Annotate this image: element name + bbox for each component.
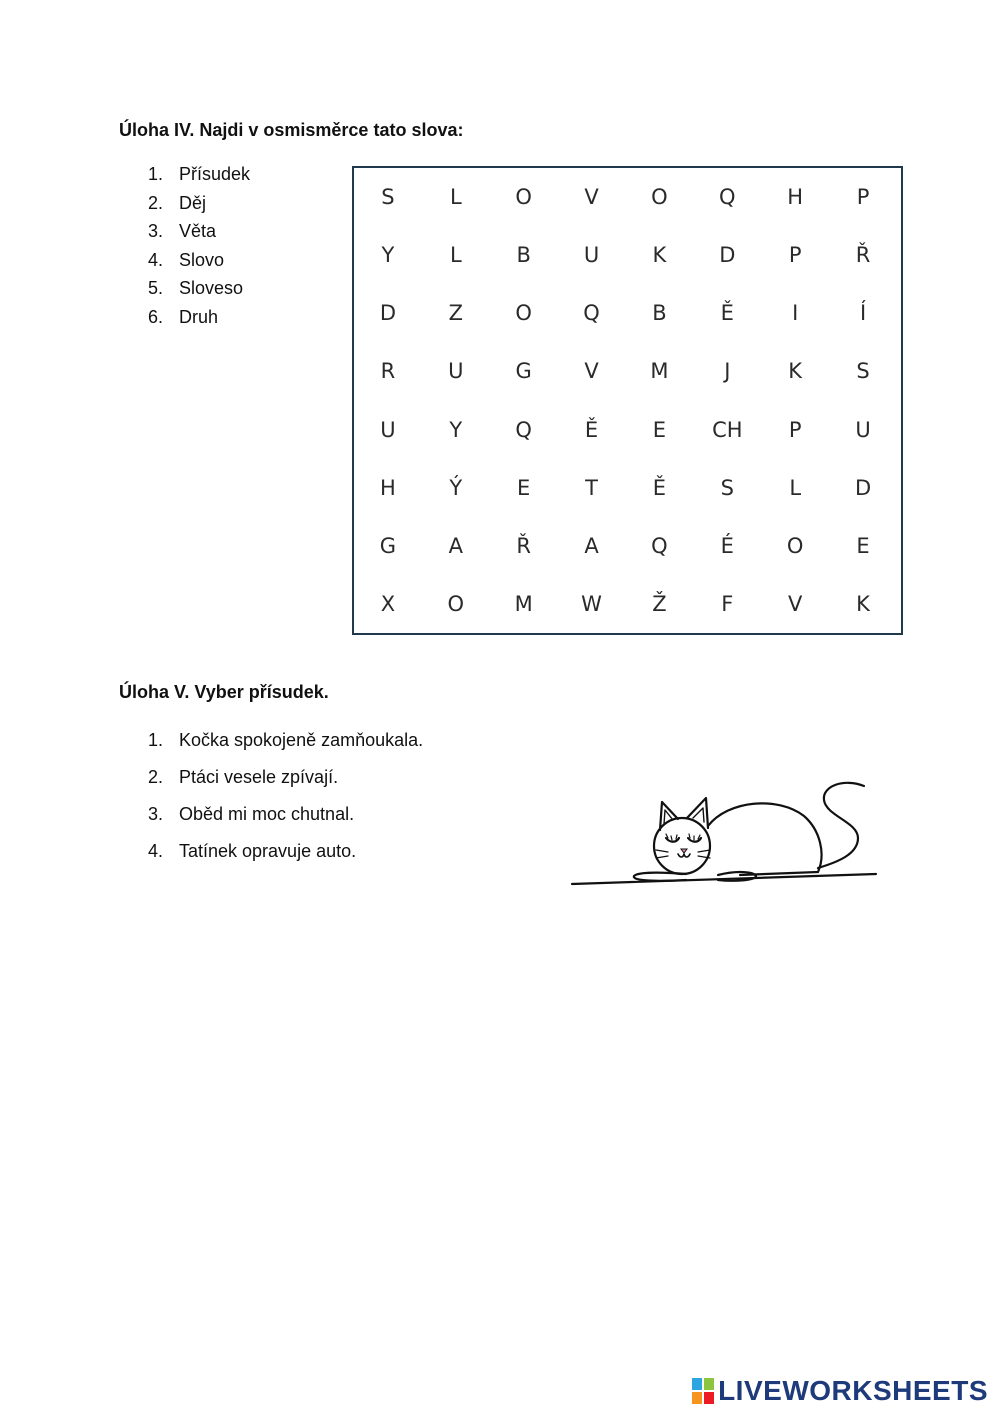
grid-cell[interactable]: Ě: [720, 301, 734, 326]
liveworksheets-logo-icon: [692, 1378, 714, 1404]
sentence-text[interactable]: Oběd mi moc chutnal.: [179, 804, 355, 824]
grid-cell[interactable]: X: [380, 591, 396, 616]
grid-cell[interactable]: F: [721, 591, 734, 616]
list-number: 4.: [148, 841, 164, 861]
list-item: [148, 217, 250, 246]
grid-cell[interactable]: Ě: [584, 417, 599, 442]
grid-cell[interactable]: E: [652, 417, 667, 442]
grid-cell[interactable]: U: [583, 243, 600, 268]
word-label: Slovo: [179, 249, 225, 270]
task5-title: Úloha V. Vyber přísudek.: [119, 682, 329, 702]
grid-cell[interactable]: G: [379, 533, 397, 558]
grid-cell[interactable]: U: [380, 417, 396, 442]
list-number: 5.: [148, 278, 164, 298]
list-item: [148, 189, 250, 218]
grid-cell[interactable]: É: [720, 533, 734, 558]
grid-cell[interactable]: D: [719, 243, 736, 268]
sentence-list: [148, 722, 423, 870]
grid-cell[interactable]: B: [652, 301, 667, 326]
word-label: Přísudek: [179, 164, 251, 184]
grid-cell[interactable]: S: [856, 359, 870, 384]
list-item: [148, 759, 423, 796]
grid-cell[interactable]: Ř: [516, 533, 531, 558]
grid-cell[interactable]: U: [448, 359, 464, 384]
list-number: 1.: [148, 164, 164, 184]
list-item: [148, 160, 250, 189]
list-number: 1.: [148, 730, 164, 750]
grid-cell[interactable]: S: [720, 475, 734, 500]
grid-cell[interactable]: G: [515, 359, 532, 384]
list-item: [148, 303, 250, 332]
grid-cell[interactable]: O: [515, 185, 532, 210]
grid-cell[interactable]: U: [855, 417, 871, 442]
word-label: Věta: [179, 221, 217, 241]
grid-cell[interactable]: M: [650, 359, 669, 384]
grid-cell[interactable]: S: [381, 185, 395, 210]
grid-cell[interactable]: W: [581, 591, 602, 616]
grid-cell[interactable]: L: [449, 243, 462, 268]
list-number: 2.: [148, 192, 164, 213]
grid-cell[interactable]: V: [584, 185, 599, 210]
list-item: [148, 246, 250, 275]
grid-cell[interactable]: V: [788, 591, 803, 616]
list-item: [148, 274, 250, 303]
grid-cell[interactable]: P: [788, 417, 802, 442]
grid-cell[interactable]: Q: [719, 185, 736, 210]
footer-logo: [692, 1375, 988, 1407]
list-item: [148, 833, 423, 870]
grid-cell[interactable]: Z: [448, 301, 463, 326]
grid-cell[interactable]: O: [786, 533, 804, 558]
grid-cell[interactable]: J: [724, 359, 731, 384]
grid-cell[interactable]: Y: [449, 417, 463, 442]
brand-logo-text: LIVEWORKSHEETS: [718, 1375, 988, 1406]
word-search-grid: [352, 166, 903, 635]
word-label: Děj: [179, 192, 207, 213]
grid-cell[interactable]: Í: [859, 301, 867, 326]
grid-cell[interactable]: R: [380, 359, 396, 384]
list-number: 3.: [148, 804, 164, 824]
grid-cell[interactable]: T: [585, 475, 598, 500]
grid-cell[interactable]: E: [517, 475, 531, 500]
word-label: Sloveso: [179, 278, 244, 298]
grid-cell[interactable]: Q: [583, 301, 600, 326]
grid-cell[interactable]: I: [792, 301, 799, 326]
grid-cell[interactable]: K: [652, 243, 667, 268]
grid-cell[interactable]: O: [447, 591, 465, 616]
grid-cell[interactable]: K: [788, 359, 803, 384]
list-number: 4.: [148, 249, 164, 270]
sleeping-cat-icon: [568, 776, 880, 888]
task4-title: Úloha IV. Najdi v osmisměrce tato slova:: [119, 120, 464, 140]
grid-cell[interactable]: A: [584, 533, 599, 558]
grid-cell[interactable]: D: [854, 475, 872, 500]
grid-cell[interactable]: L: [789, 475, 802, 500]
grid-cell[interactable]: H: [787, 185, 804, 210]
grid-cell[interactable]: O: [651, 185, 668, 210]
grid-cell[interactable]: Ř: [855, 243, 871, 268]
list-number: 6.: [148, 306, 164, 327]
sentence-text[interactable]: Ptáci vesele zpívají.: [179, 767, 339, 787]
sentence-text[interactable]: Kočka spokojeně zamňoukala.: [179, 730, 424, 750]
grid-cell[interactable]: P: [856, 185, 870, 210]
grid-cell[interactable]: Q: [515, 417, 532, 442]
word-label: Druh: [179, 306, 219, 327]
grid-cell[interactable]: CH: [712, 417, 743, 442]
grid-cell[interactable]: M: [514, 591, 533, 616]
grid-cell[interactable]: H: [380, 475, 396, 500]
list-number: 3.: [148, 221, 164, 241]
grid-cell[interactable]: A: [448, 533, 463, 558]
grid-cell[interactable]: O: [515, 301, 532, 326]
grid-cell[interactable]: V: [584, 359, 599, 384]
grid-cell[interactable]: L: [449, 185, 462, 210]
list-number: 2.: [148, 767, 164, 787]
grid-cell[interactable]: B: [516, 243, 531, 268]
list-item: [148, 722, 423, 759]
sentence-text[interactable]: Tatínek opravuje auto.: [179, 841, 357, 861]
grid-cell[interactable]: D: [379, 301, 397, 326]
grid-cell[interactable]: Ě: [652, 475, 667, 500]
grid-cell[interactable]: E: [856, 533, 870, 558]
grid-cell[interactable]: Y: [381, 243, 395, 268]
grid-cell[interactable]: P: [788, 243, 802, 268]
grid-cell[interactable]: K: [856, 591, 870, 616]
grid-cell[interactable]: Ž: [652, 591, 667, 616]
word-list: [148, 160, 250, 331]
list-item: [148, 796, 423, 833]
grid-cell[interactable]: Q: [651, 533, 668, 558]
grid-cell[interactable]: Ý: [449, 475, 463, 500]
